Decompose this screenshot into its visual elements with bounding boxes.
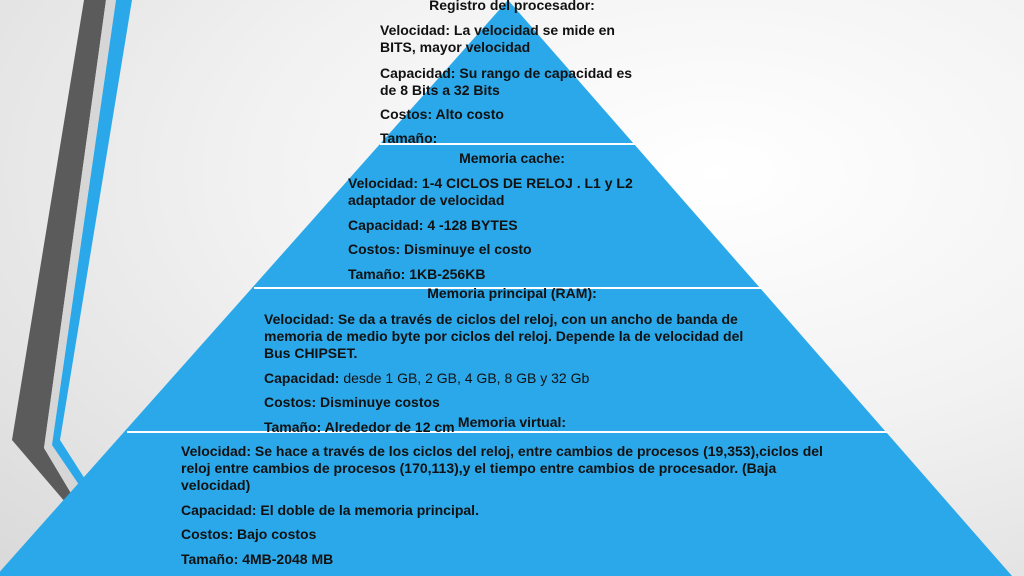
registro-capacidad: Capacidad: Su rango de capacidad es de 8 Bits a 32 Bits	[380, 65, 633, 98]
cache-tamano: Tamaño: 1KB-256KB	[348, 266, 486, 282]
ram-velocidad: Velocidad: Se da a través de ciclos del reloj, con un ancho de banda de memoria de medio byte por ciclos del reloj. Depende la de velocidad del Bus CHIPSET.	[264, 311, 744, 361]
virtual-capacidad: Capacidad: El doble de la memoria principal.	[181, 502, 479, 518]
ram-costos: Costos: Disminuye costos	[264, 394, 440, 410]
cache-velocidad: Velocidad: 1-4 CICLOS DE RELOJ . L1 y L2 adaptador de velocidad	[348, 175, 633, 208]
ram-capacidad-label: Capacidad:	[264, 370, 340, 386]
registro-velocidad: Velocidad: La velocidad se mide en BITS, mayor velocidad	[380, 22, 615, 55]
virtual-costos: Costos: Bajo costos	[181, 526, 317, 542]
ram-tamano: Tamaño: Alrededor de 12 cm	[264, 419, 455, 435]
virtual-tamano: Tamaño: 4MB-2048 MB	[181, 551, 334, 567]
ram-capacidad-value: desde 1 GB, 2 GB, 4 GB, 8 GB y 32 Gb	[343, 370, 590, 386]
virtual-velocidad: Velocidad: Se hace a través de los ciclos del reloj, entre cambios de procesos (19,353),ciclos del reloj entre cambios de procesos (170,113),y el tiempo entre cambios de procesador. (Baja velocidad)	[181, 443, 823, 493]
level-title-virtual: Memoria virtual:	[457, 414, 567, 430]
level-title-ram: Memoria principal (RAM):	[427, 285, 597, 301]
ram-capacidad	[264, 370, 684, 387]
registro-costos: Costos: Alto costo	[380, 106, 504, 122]
cache-costos: Costos: Disminuye el costo	[348, 241, 532, 257]
cache-capacidad: Capacidad: 4 -128 BYTES	[348, 217, 518, 233]
level-title-registro: Registro del procesador:	[429, 0, 595, 13]
registro-tamano: Tamaño:	[380, 130, 438, 146]
level-title-cache: Memoria cache:	[459, 150, 565, 166]
